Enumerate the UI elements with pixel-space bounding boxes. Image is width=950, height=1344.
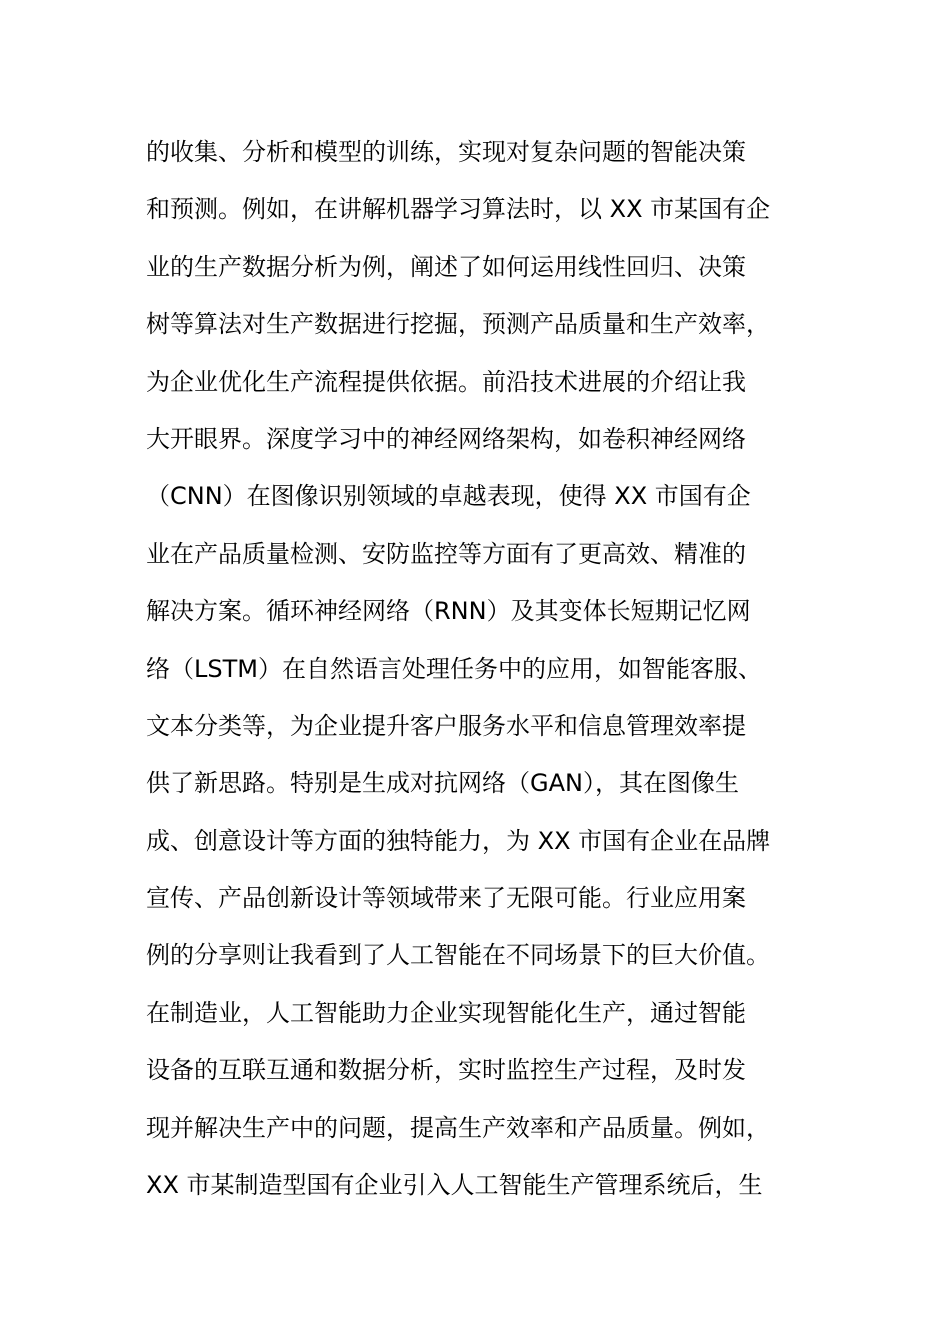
text-line: （CNN）在图像识别领域的卓越表现，使得 XX 市国有企 [146, 482, 751, 511]
text-line: 业在产品质量检测、安防监控等方面有了更高效、精准的 [146, 539, 746, 568]
text-line: XX 市某制造型国有企业引入人工智能生产管理系统后，生 [146, 1171, 763, 1200]
text-line: 文本分类等，为企业提升客户服务水平和信息管理效率提 [146, 711, 746, 740]
text-line: 和预测。例如，在讲解机器学习算法时，以 XX 市某国有企 [146, 195, 771, 224]
text-line: 为企业优化生产流程提供依据。前沿技术进展的介绍让我 [146, 367, 746, 396]
text-line: 大开眼界。深度学习中的神经网络架构，如卷积神经网络 [146, 424, 746, 453]
text-line: 树等算法对生产数据进行挖掘，预测产品质量和生产效率， [146, 310, 770, 339]
text-line: 宣传、产品创新设计等领域带来了无限可能。行业应用案 [146, 884, 746, 913]
text-line: 供了新思路。特别是生成对抗网络（GAN），其在图像生 [146, 769, 739, 798]
text-line: 在制造业，人工智能助力企业实现智能化生产，通过智能 [146, 998, 746, 1027]
text-line: 的收集、分析和模型的训练，实现对复杂问题的智能决策 [146, 138, 746, 166]
text-line: 成、创意设计等方面的独特能力，为 XX 市国有企业在品牌 [146, 826, 771, 855]
text-line: 现并解决生产中的问题，提高生产效率和产品质量。例如， [146, 1113, 770, 1142]
text-line: 络（LSTM）在自然语言处理任务中的应用，如智能客服、 [146, 654, 762, 683]
text-line: 设备的互联互通和数据分析，实时监控生产过程，及时发 [146, 1056, 746, 1085]
text-line: 例的分享则让我看到了人工智能在不同场景下的巨大价值。 [146, 941, 770, 970]
body-text [146, 128, 806, 1218]
text-line: 解决方案。循环神经网络（RNN）及其变体长短期记忆网 [146, 597, 751, 626]
text-line: 业的生产数据分析为例，阐述了如何运用线性回归、决策 [146, 252, 746, 281]
